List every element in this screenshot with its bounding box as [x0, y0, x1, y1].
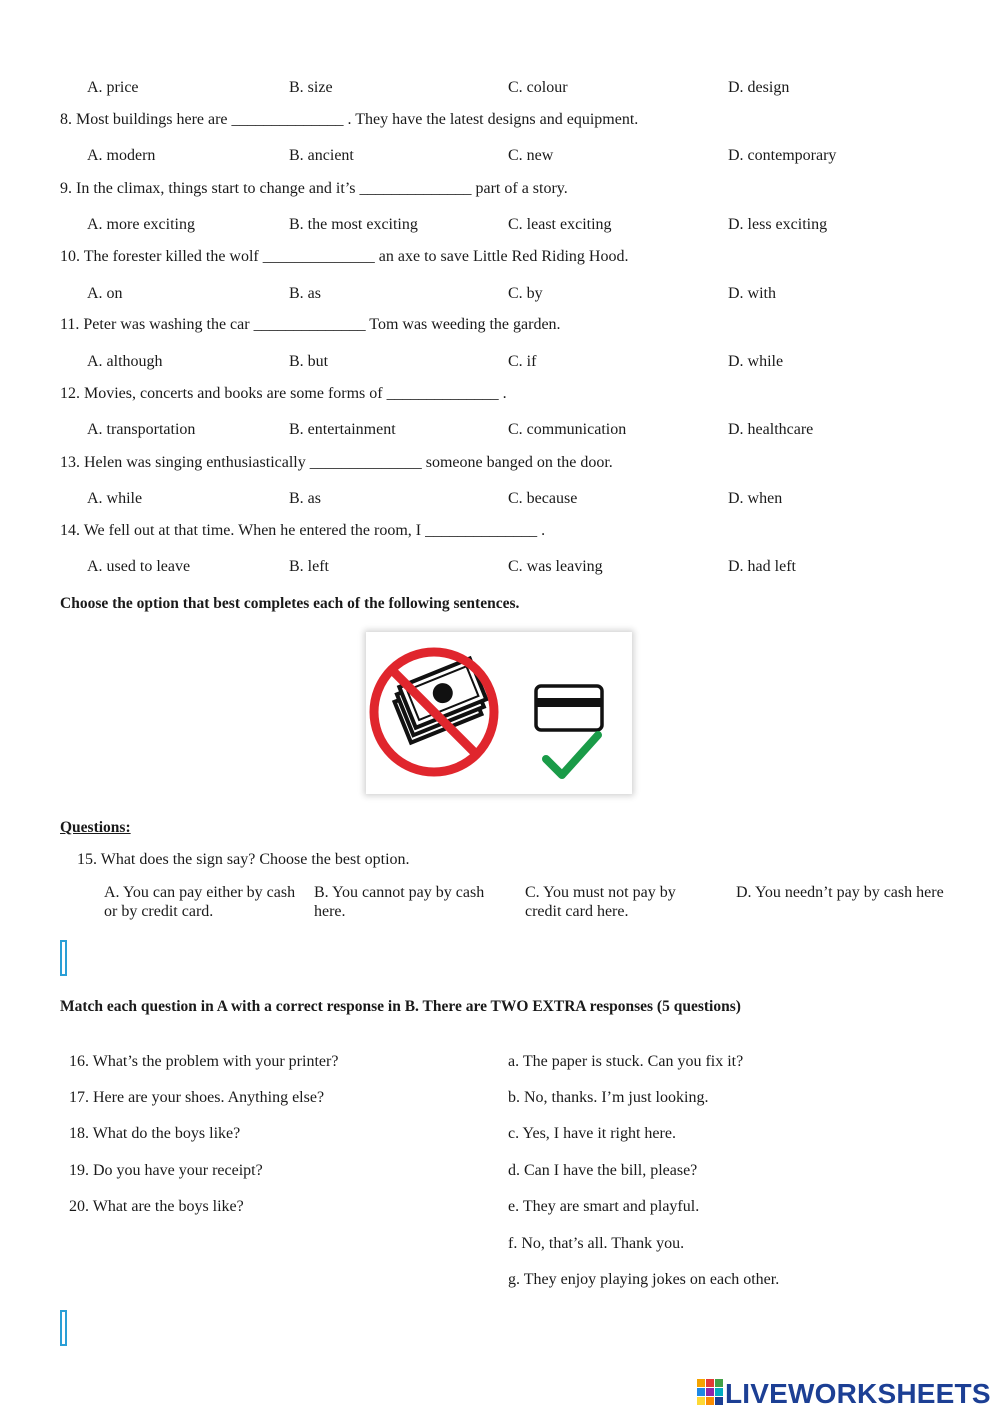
- answer-input-matching[interactable]: [60, 1310, 67, 1346]
- questions-heading: Questions:: [60, 819, 131, 836]
- match-question-20: 20. What are the boys like?: [69, 1198, 244, 1215]
- q11-option-d: D. while: [728, 353, 784, 370]
- q15-option-a: A. You can pay either by cash or by credit card.: [104, 884, 296, 920]
- q12-option-c: C. communication: [508, 421, 627, 438]
- payment-sign-image: [366, 632, 632, 794]
- q10-text: 10. The forester killed the wolf ______________ an axe to save Little Red Riding Hood.: [60, 248, 629, 265]
- match-question-17: 17. Here are your shoes. Anything else?: [69, 1089, 325, 1106]
- q15-text: 15. What does the sign say? Choose the best option.: [77, 851, 410, 868]
- q7-option-c: C. colour: [508, 79, 568, 96]
- q12-option-b: B. entertainment: [289, 421, 396, 438]
- match-response-d: d. Can I have the bill, please?: [508, 1162, 698, 1179]
- q10-option-c: C. by: [508, 285, 543, 302]
- q8-option-c: C. new: [508, 147, 554, 164]
- q8-option-b: B. ancient: [289, 147, 354, 164]
- q11-option-b: B. but: [289, 353, 329, 370]
- no-cash-icon: [374, 652, 494, 772]
- q15-option-d: D. You needn’t pay by cash here: [736, 884, 944, 901]
- q11-text: 11. Peter was washing the car ______________ Tom was weeding the garden.: [60, 316, 561, 333]
- match-response-b: b. No, thanks. I’m just looking.: [508, 1089, 709, 1106]
- q14-option-c: C. was leaving: [508, 558, 603, 575]
- match-response-a: a. The paper is stuck. Can you fix it?: [508, 1053, 744, 1070]
- payment-sign-svg: [366, 632, 632, 794]
- q9-option-b: B. the most exciting: [289, 216, 418, 233]
- q8-option-d: D. contemporary: [728, 147, 837, 164]
- match-question-16: 16. What’s the problem with your printer?: [69, 1053, 339, 1070]
- match-question-18: 18. What do the boys like?: [69, 1125, 241, 1142]
- match-response-g: g. They enjoy playing jokes on each other.: [508, 1271, 780, 1288]
- q7-option-d: D. design: [728, 79, 790, 96]
- q14-option-b: B. left: [289, 558, 329, 575]
- section2-instruction: Choose the option that best completes each of the following sentences.: [60, 595, 520, 612]
- q13-option-c: C. because: [508, 490, 578, 507]
- q13-option-d: D. when: [728, 490, 783, 507]
- q12-text: 12. Movies, concerts and books are some forms of ______________ .: [60, 385, 507, 402]
- q11-option-a: A. although: [87, 353, 163, 370]
- q12-option-a: A. transportation: [87, 421, 196, 438]
- q9-option-c: C. least exciting: [508, 216, 612, 233]
- match-question-19: 19. Do you have your receipt?: [69, 1162, 263, 1179]
- q12-option-d: D. healthcare: [728, 421, 814, 438]
- credit-card-icon: [536, 686, 602, 730]
- match-response-e: e. They are smart and playful.: [508, 1198, 700, 1215]
- section3-instruction: Match each question in A with a correct response in B. There are TWO EXTRA responses (5 questions): [60, 998, 741, 1015]
- q10-option-b: B. as: [289, 285, 321, 302]
- q15-option-c: C. You must not pay by credit card here.: [525, 884, 676, 920]
- q7-option-b: B. size: [289, 79, 333, 96]
- match-response-f: f. No, that’s all. Thank you.: [508, 1235, 685, 1252]
- q13-option-a: A. while: [87, 490, 143, 507]
- q14-option-a: A. used to leave: [87, 558, 191, 575]
- q7-option-a: A. price: [87, 79, 139, 96]
- q10-option-d: D. with: [728, 285, 776, 302]
- q9-option-d: D. less exciting: [728, 216, 828, 233]
- q11-option-c: C. if: [508, 353, 537, 370]
- q14-option-d: D. had left: [728, 558, 796, 575]
- match-response-c: c. Yes, I have it right here.: [508, 1125, 676, 1142]
- q9-text: 9. In the climax, things start to change and it’s ______________ part of a story.: [60, 180, 568, 197]
- brand-name: LIVEWORKSHEETS: [725, 1378, 991, 1409]
- q14-text: 14. We fell out at that time. When he entered the room, I ______________ .: [60, 522, 546, 539]
- q13-option-b: B. as: [289, 490, 321, 507]
- check-mark-icon: [546, 735, 598, 775]
- q8-text: 8. Most buildings here are ______________ . They have the latest designs and equipment.: [60, 111, 639, 128]
- q9-option-a: A. more exciting: [87, 216, 195, 233]
- q15-option-b: B. You cannot pay by cash here.: [314, 884, 485, 920]
- liveworksheets-logo-icon: [697, 1379, 723, 1409]
- q8-option-a: A. modern: [87, 147, 156, 164]
- answer-input-q15[interactable]: [60, 940, 67, 976]
- q13-text: 13. Helen was singing enthusiastically ______________ someone banged on the door.: [60, 454, 613, 471]
- q10-option-a: A. on: [87, 285, 123, 302]
